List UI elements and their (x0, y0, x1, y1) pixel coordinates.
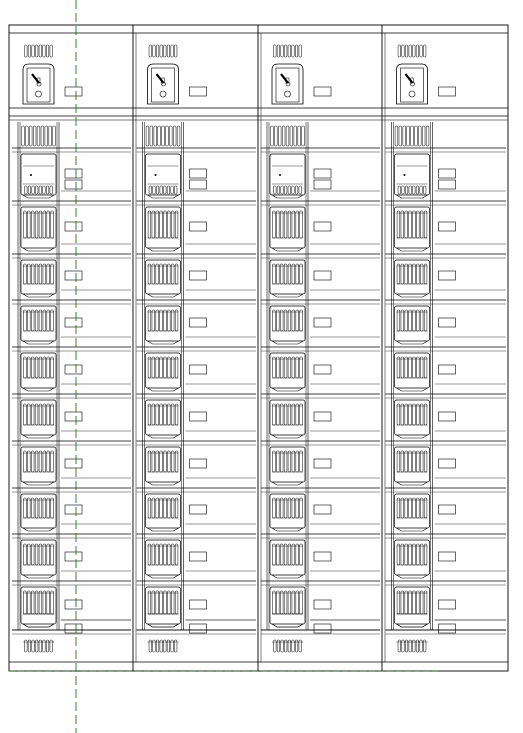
outer-frame (9, 25, 508, 671)
module-row (386, 254, 507, 297)
busbar-comb-top (395, 126, 429, 146)
fuse-links (397, 211, 427, 238)
center-line (9, 0, 440, 733)
module-row (261, 254, 380, 297)
switch-body (23, 64, 54, 104)
fuse-links (273, 451, 303, 472)
switch-handle-icon (32, 74, 39, 83)
cabinet-column-2 (137, 45, 257, 652)
pull-tab (23, 528, 54, 531)
label-box (190, 600, 207, 609)
fuse-links (273, 404, 303, 425)
pull-tab (272, 575, 303, 578)
switch-handle-icon (157, 74, 164, 83)
module-row (12, 394, 131, 438)
label-box (190, 318, 207, 327)
label-box (314, 459, 331, 468)
cabinet-columns (12, 45, 506, 652)
label-box (65, 624, 82, 633)
pull-tab (148, 435, 179, 438)
label-box (65, 365, 82, 374)
label-box (439, 318, 456, 327)
main-switch-device (397, 64, 428, 104)
pull-tab (23, 575, 54, 578)
cabinet-column-1 (12, 45, 131, 652)
label-box (190, 552, 207, 561)
fuse-links (24, 211, 54, 238)
fuse-links (397, 591, 427, 614)
module-row (386, 488, 507, 531)
indicator-lamp (409, 91, 415, 97)
module-row (12, 254, 131, 297)
pull-tab (272, 195, 303, 198)
label-box (190, 365, 207, 374)
pull-tab (23, 388, 54, 391)
label-box (439, 169, 456, 178)
busbar-comb-top (271, 126, 305, 146)
pull-tab (397, 341, 428, 344)
pull-tab (272, 294, 303, 297)
label-box (314, 624, 331, 633)
pull-tab (272, 248, 303, 251)
pull-tab (272, 624, 303, 627)
module-row (137, 148, 257, 198)
marker-dot (30, 174, 32, 176)
module-row (261, 347, 380, 391)
module-row (386, 300, 507, 344)
pull-tab (272, 341, 303, 344)
pull-tab (272, 528, 303, 531)
fuse-contacts (274, 186, 302, 194)
label-box (439, 222, 456, 231)
label-box (65, 600, 82, 609)
marker-dot (279, 174, 281, 176)
marker-dot (155, 174, 157, 176)
label-box (314, 222, 331, 231)
label-box (314, 505, 331, 514)
pull-tab (397, 624, 428, 627)
switch-handle-icon (406, 74, 413, 83)
module-row (12, 614, 131, 642)
label-box (439, 600, 456, 609)
module-row (386, 347, 507, 391)
module-row (137, 300, 257, 344)
label-box (190, 624, 207, 633)
pull-tab (23, 482, 54, 485)
fuse-links (148, 591, 178, 614)
fuse-contacts (25, 186, 53, 194)
fuse-links (397, 498, 427, 518)
fuse-contacts (398, 186, 426, 194)
label-box (190, 459, 207, 468)
busbar-comb-top (146, 126, 180, 146)
module-row (12, 534, 131, 578)
label-box (65, 271, 82, 280)
fuse-links (148, 310, 178, 331)
fuse-carrier (270, 154, 305, 195)
pull-tab (397, 195, 428, 198)
pull-tab (148, 624, 179, 627)
fuse-links (397, 310, 427, 331)
fuse-links (273, 357, 303, 378)
fuse-links (397, 544, 427, 565)
pull-tab (397, 575, 428, 578)
pull-tab (148, 388, 179, 391)
cabinet-column-4 (386, 45, 507, 652)
pull-tab (148, 575, 179, 578)
label-box-secondary (190, 180, 207, 189)
label-box (314, 412, 331, 421)
module-row (386, 394, 507, 438)
fuse-links (24, 357, 54, 378)
fuse-links (148, 211, 178, 238)
top-terminal-strip (149, 45, 177, 57)
module-row (12, 441, 131, 485)
module-row (137, 488, 257, 531)
fuse-links (148, 404, 178, 425)
pull-tab (148, 482, 179, 485)
switch-handle-icon (281, 74, 288, 83)
switch-body (272, 64, 303, 104)
fuse-links (24, 591, 54, 614)
fuse-contacts (149, 186, 177, 194)
label-box (439, 459, 456, 468)
pull-tab (397, 248, 428, 251)
label-box (439, 552, 456, 561)
pull-tab (397, 294, 428, 297)
pull-tab (23, 341, 54, 344)
pull-tab (397, 388, 428, 391)
label-box (314, 552, 331, 561)
label-box-main (439, 87, 456, 96)
fuse-links (24, 310, 54, 331)
cabinet-column-3 (261, 45, 380, 652)
label-box (190, 271, 207, 280)
module-row (137, 614, 257, 642)
fuse-carrier (146, 154, 181, 195)
module-row (12, 488, 131, 531)
module-row (261, 201, 380, 251)
pull-tab (272, 482, 303, 485)
pull-tab (397, 435, 428, 438)
pull-tab (397, 528, 428, 531)
main-switch-device (272, 64, 303, 104)
label-box (439, 271, 456, 280)
pull-tab (148, 195, 179, 198)
module-row (137, 254, 257, 297)
label-box (190, 505, 207, 514)
module-row (386, 614, 507, 642)
main-switch-device (148, 64, 179, 104)
label-box (439, 412, 456, 421)
module-row (386, 441, 507, 485)
module-row (137, 534, 257, 578)
indicator-lamp (285, 91, 291, 97)
label-box (314, 600, 331, 609)
module-row (137, 201, 257, 251)
fuse-links (24, 498, 54, 518)
label-box (65, 505, 82, 514)
module-row (261, 614, 380, 642)
label-box (65, 552, 82, 561)
fuse-links (148, 264, 178, 284)
fuse-links (148, 544, 178, 565)
label-box (439, 505, 456, 514)
pull-tab (23, 624, 54, 627)
main-switch-device (23, 64, 54, 104)
module-row (12, 347, 131, 391)
pull-tab (148, 528, 179, 531)
module-row (12, 300, 131, 344)
label-box (65, 169, 82, 178)
label-box-main (190, 87, 207, 96)
marker-dot (404, 174, 406, 176)
module-row (261, 148, 380, 198)
module-row (137, 394, 257, 438)
pull-tab (148, 341, 179, 344)
label-box (190, 412, 207, 421)
fuse-links (397, 264, 427, 284)
label-box (314, 365, 331, 374)
fuse-links (273, 211, 303, 238)
top-terminal-strip (274, 45, 302, 57)
module-row (261, 488, 380, 531)
fuse-links (24, 544, 54, 565)
module-row (386, 148, 507, 198)
module-row (386, 534, 507, 578)
label-box (65, 412, 82, 421)
label-box-secondary (65, 180, 82, 189)
label-box (65, 318, 82, 327)
fuse-links (273, 544, 303, 565)
fuse-carrier (395, 154, 430, 195)
label-box-main (65, 87, 82, 96)
module-row (261, 534, 380, 578)
module-row (261, 394, 380, 438)
label-box (314, 318, 331, 327)
switch-body (148, 64, 179, 104)
busbar-comb-top (22, 126, 56, 146)
indicator-lamp (36, 91, 42, 97)
pull-tab (23, 195, 54, 198)
top-terminal-strip (25, 45, 53, 57)
module-row (261, 300, 380, 344)
fuse-links (148, 498, 178, 518)
label-box-main (314, 87, 331, 96)
module-row (386, 201, 507, 251)
fuse-links (397, 404, 427, 425)
fuse-links (273, 310, 303, 331)
module-row (261, 441, 380, 485)
label-box (190, 222, 207, 231)
pull-tab (148, 248, 179, 251)
label-box (314, 271, 331, 280)
label-box-secondary (314, 180, 331, 189)
label-box (65, 459, 82, 468)
label-box (439, 365, 456, 374)
top-terminal-strip (398, 45, 426, 57)
fuse-links (24, 404, 54, 425)
label-box (439, 624, 456, 633)
fuse-links (24, 264, 54, 284)
pull-tab (397, 482, 428, 485)
fuse-links (397, 451, 427, 472)
pull-tab (148, 294, 179, 297)
pull-tab (272, 388, 303, 391)
pull-tab (272, 435, 303, 438)
label-box (314, 169, 331, 178)
pull-tab (23, 248, 54, 251)
fuse-links (148, 451, 178, 472)
label-box (190, 169, 207, 178)
fuse-carrier (21, 154, 56, 195)
label-box-secondary (439, 180, 456, 189)
fuse-links (273, 498, 303, 518)
indicator-lamp (160, 91, 166, 97)
pull-tab (23, 294, 54, 297)
fuse-links (397, 357, 427, 378)
pull-tab (23, 435, 54, 438)
module-row (137, 347, 257, 391)
fuse-links (24, 451, 54, 472)
cabinet-frame (9, 25, 508, 671)
switch-body (397, 64, 428, 104)
label-box (65, 222, 82, 231)
fuse-links (148, 357, 178, 378)
module-row (12, 148, 131, 198)
fuse-links (273, 264, 303, 284)
module-row (12, 201, 131, 251)
fuse-links (273, 591, 303, 614)
module-row (137, 441, 257, 485)
